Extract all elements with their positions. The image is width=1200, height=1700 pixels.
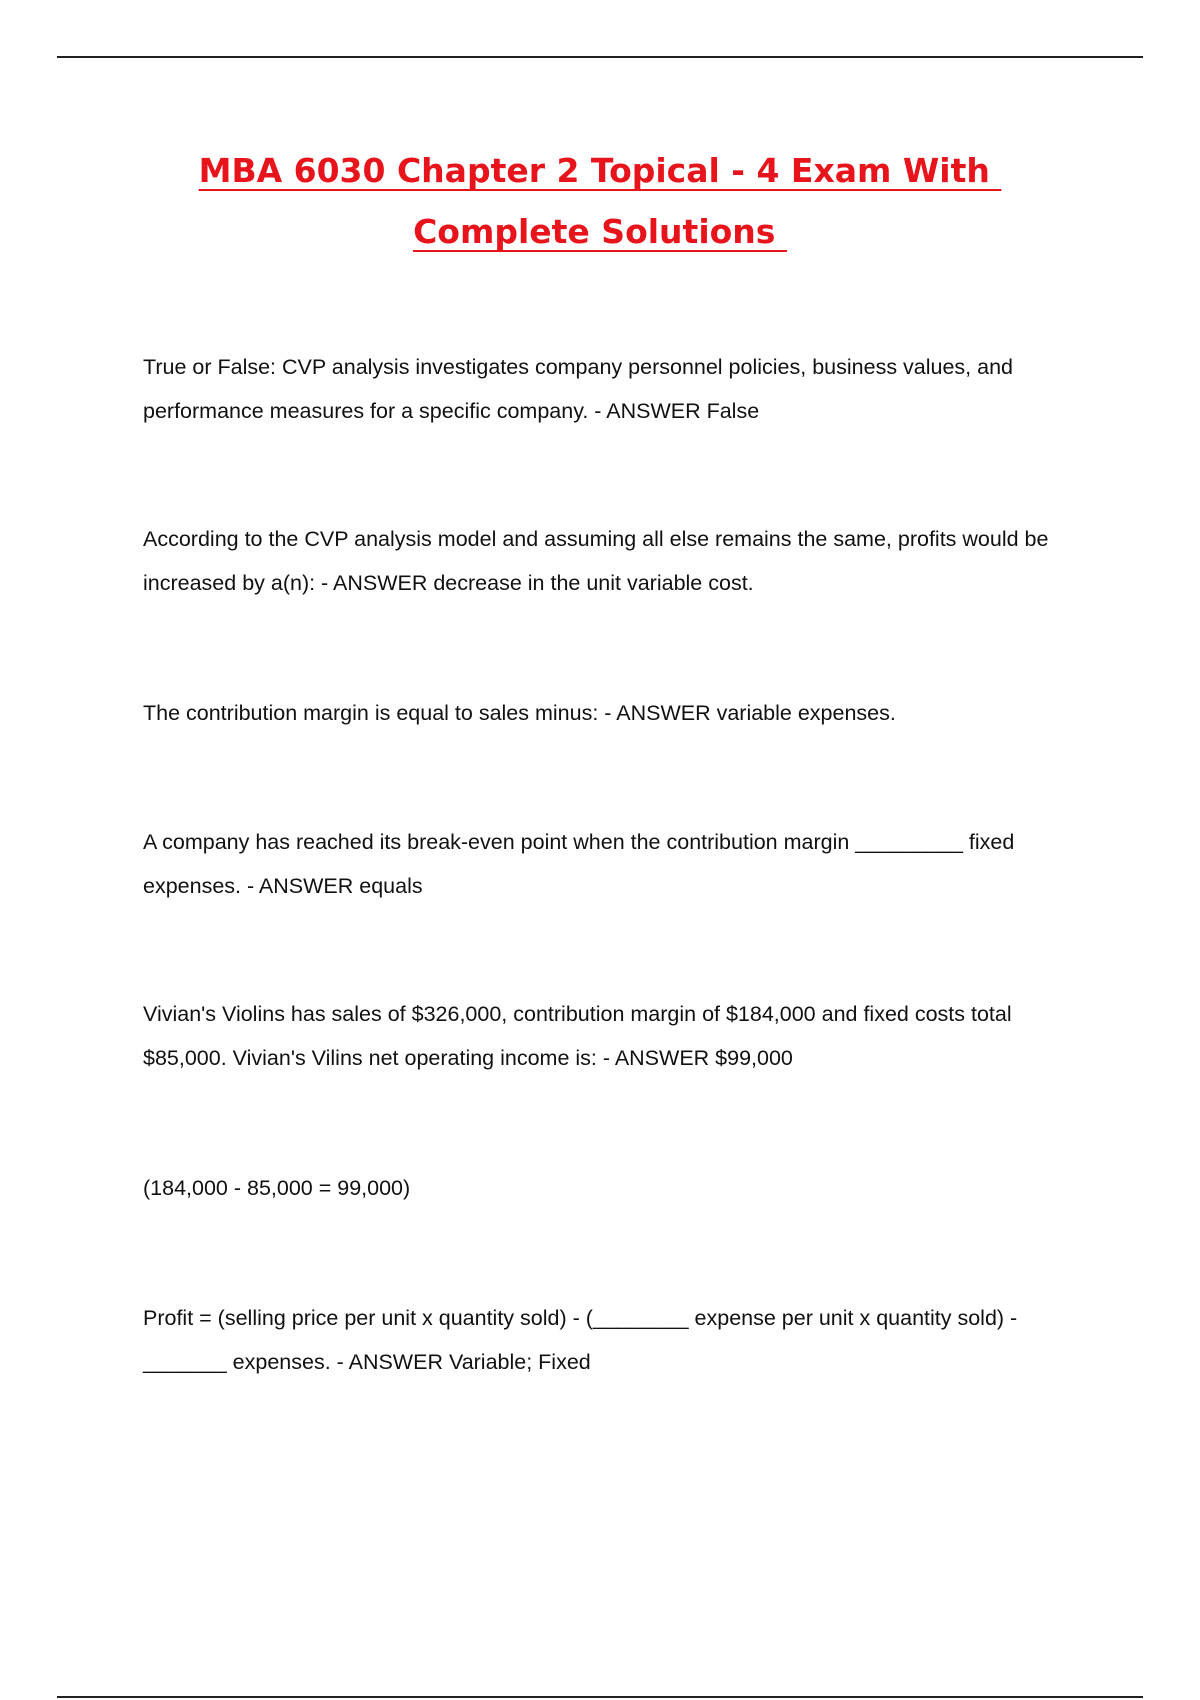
qa-item-6-calculation: (184,000 - 85,000 = 99,000) [143, 1176, 411, 1200]
qa-item-2: According to the CVP analysis model and assuming all else remains the same, profits would be increased by a(n): - ANSWER decrease in the unit variable cost. [143, 527, 1049, 595]
document-title [0, 140, 1200, 262]
top-divider [57, 56, 1143, 58]
title-line-2: Complete Solutions [413, 212, 787, 251]
qa-item-3: The contribution margin is equal to sales minus: - ANSWER variable expenses. [143, 701, 896, 725]
title-line-1: MBA 6030 Chapter 2 Topical - 4 Exam With [198, 151, 1002, 190]
qa-item-5: Vivian's Violins has sales of $326,000, contribution margin of $184,000 and fixed costs total $85,000. Vivian's Vilins net operating income is: - ANSWER $99,000 [143, 1002, 1012, 1070]
qa-item-1: True or False: CVP analysis investigates company personnel policies, business values, and performance measures for a specific company. - ANSWER False [143, 355, 1014, 423]
qa-item-4: A company has reached its break-even point when the contribution margin _________ fixed expenses. - ANSWER equals [143, 830, 1015, 898]
qa-item-7: Profit = (selling price per unit x quantity sold) - (________ expense per unit x quantity sold) - _______ expenses. - ANSWER Variable; Fixed [143, 1306, 1018, 1374]
bottom-divider [57, 1696, 1143, 1698]
